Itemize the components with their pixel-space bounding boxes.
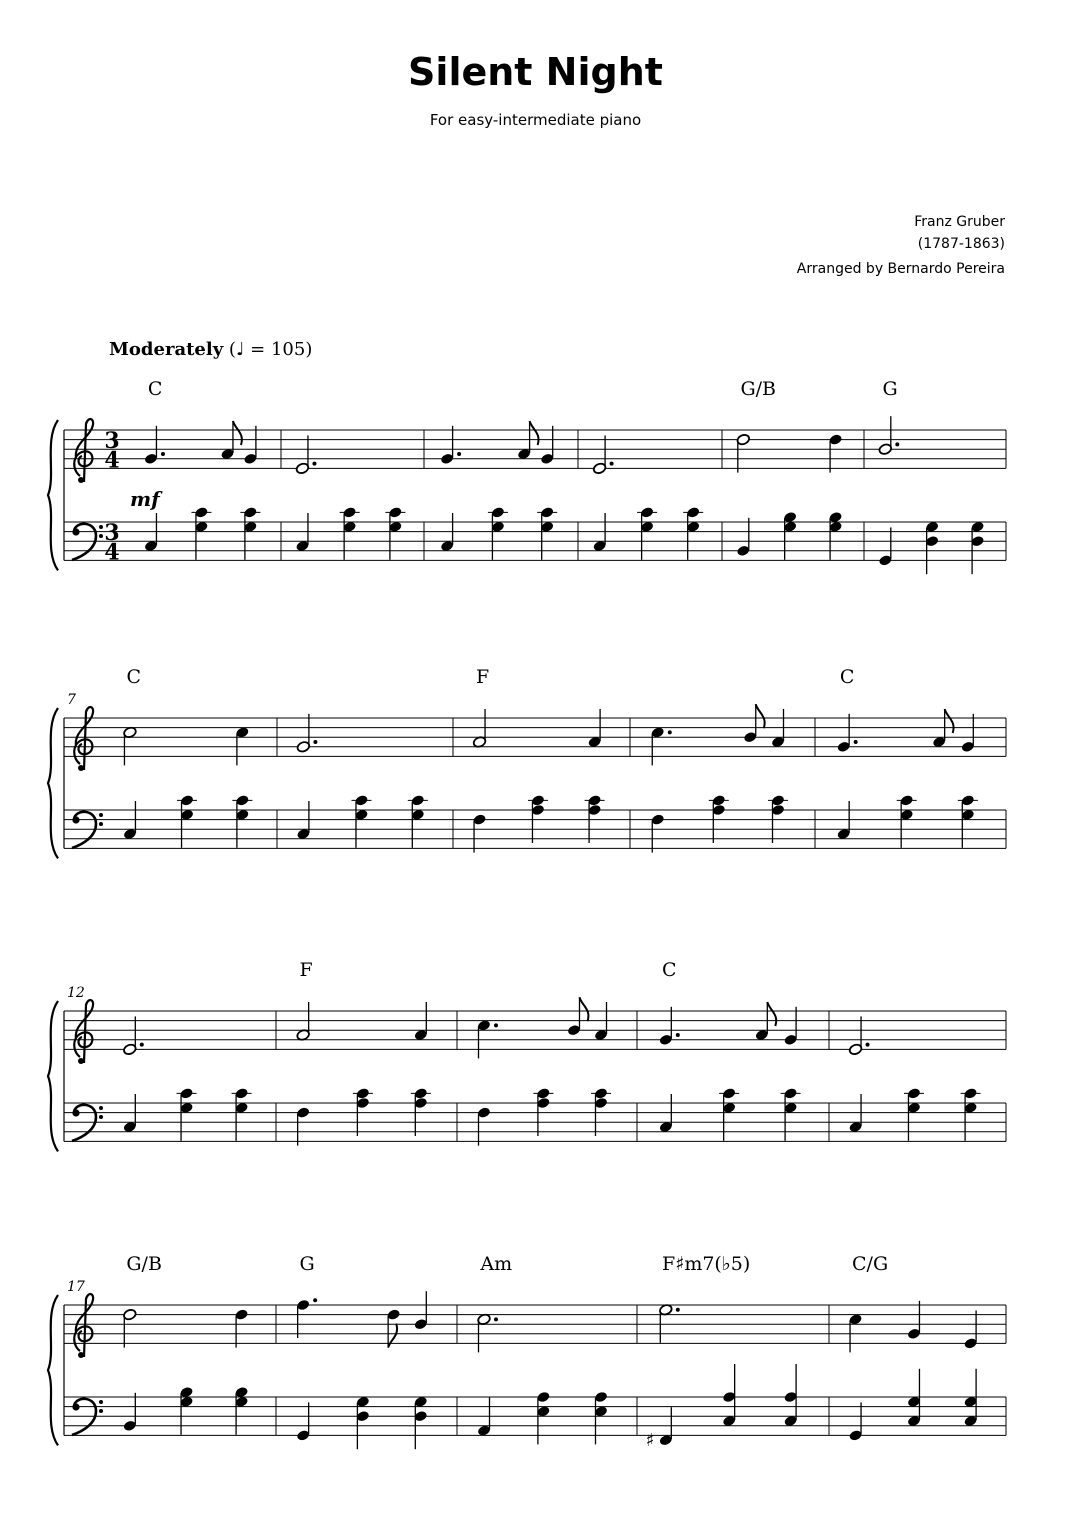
treble-clef-tail-icon (78, 1352, 84, 1358)
bass-clef-lower-dot-icon (99, 534, 103, 538)
chord-symbol: C (126, 666, 142, 688)
bass-clef-upper-dot-icon (99, 525, 103, 529)
system-brace-icon (48, 1001, 58, 1151)
augmentation-dot (313, 1298, 317, 1302)
augmentation-dot (161, 452, 165, 456)
piece-title: Silent Night (408, 50, 663, 94)
chord-symbol: F♯m7(♭5) (661, 1253, 751, 1275)
bass-clef-lower-dot-icon (99, 1115, 103, 1119)
treble-clef-tail-icon (78, 477, 84, 483)
treble-clef-icon (74, 419, 93, 482)
augmentation-dot (676, 1033, 680, 1037)
chord-symbol: Am (480, 1253, 513, 1275)
eighth-flag-icon (530, 421, 539, 445)
system-brace-icon (48, 708, 58, 858)
sharp-accidental-icon: ♯ (645, 1430, 655, 1452)
bass-clef-dot-icon (72, 1403, 79, 1410)
bass-clef-upper-dot-icon (99, 813, 103, 817)
treble-clef-icon (74, 1294, 93, 1357)
eighth-flag-icon (945, 709, 954, 733)
treble-clef-icon (74, 1000, 93, 1063)
time-signature-top: 3 (104, 520, 120, 547)
quarter-note-icon: ♩ (235, 339, 245, 360)
composer-name: Franz Gruber (914, 214, 1005, 230)
chord-symbol: G (299, 1253, 315, 1275)
chord-symbol: G/B (126, 1253, 162, 1275)
chord-symbol: G (882, 378, 898, 400)
time-signature-bottom: 4 (104, 539, 120, 566)
bass-clef-dot-icon (72, 816, 79, 823)
chord-symbol: G/B (740, 378, 777, 400)
augmentation-dot (866, 1043, 870, 1047)
measure-number: 7 (67, 692, 76, 708)
augmentation-dot (668, 730, 672, 734)
eighth-flag-icon (756, 704, 765, 728)
time-signature-top: 3 (104, 428, 120, 455)
augmentation-dot (494, 1023, 498, 1027)
eighth-flag-icon (580, 997, 589, 1021)
augmentation-dot (140, 1043, 144, 1047)
augmentation-dot (312, 462, 316, 466)
arranger-credit: Arranged by Bernardo Pereira (796, 261, 1005, 277)
augmentation-dot (313, 740, 317, 744)
bass-clef-upper-dot-icon (99, 1106, 103, 1110)
measure-number: 17 (67, 1279, 85, 1295)
system-brace-icon (48, 1295, 58, 1445)
chord-symbol: C/G (852, 1253, 889, 1275)
treble-clef-icon (74, 707, 93, 770)
piece-subtitle: For easy-intermediate piano (429, 111, 642, 129)
bass-clef-lower-dot-icon (99, 822, 103, 826)
treble-clef-tail-icon (78, 1058, 84, 1064)
chord-symbol: C (661, 959, 677, 981)
bass-clef-dot-icon (72, 1109, 79, 1116)
chord-symbol: C (147, 378, 163, 400)
chord-symbol: C (839, 666, 855, 688)
augmentation-dot (610, 462, 614, 466)
chord-symbol: F (476, 666, 490, 688)
time-signature-bottom: 4 (104, 447, 120, 474)
augmentation-dot (895, 442, 899, 446)
treble-clef-tail-icon (78, 765, 84, 771)
eighth-flag-icon (767, 1002, 776, 1026)
bass-clef-dot-icon (72, 528, 79, 535)
composer-years: (1787-1863) (917, 236, 1005, 252)
chord-symbol: F (299, 959, 313, 981)
measure-number: 12 (67, 985, 85, 1001)
bass-clef-upper-dot-icon (99, 1400, 103, 1404)
augmentation-dot (676, 1308, 680, 1312)
system-brace-icon (48, 420, 58, 570)
dynamic-marking: mf (130, 487, 160, 511)
augmentation-dot (854, 740, 858, 744)
augmentation-dot (494, 1317, 498, 1321)
eighth-flag-icon (388, 1324, 397, 1348)
augmentation-dot (457, 452, 461, 456)
tempo-bpm: = 105 (250, 339, 306, 360)
eighth-flag-icon (233, 421, 242, 445)
tempo-marking: Moderately (♩ = 105) (109, 339, 313, 360)
tempo-word: Moderately (109, 339, 224, 360)
bass-clef-lower-dot-icon (99, 1409, 103, 1413)
